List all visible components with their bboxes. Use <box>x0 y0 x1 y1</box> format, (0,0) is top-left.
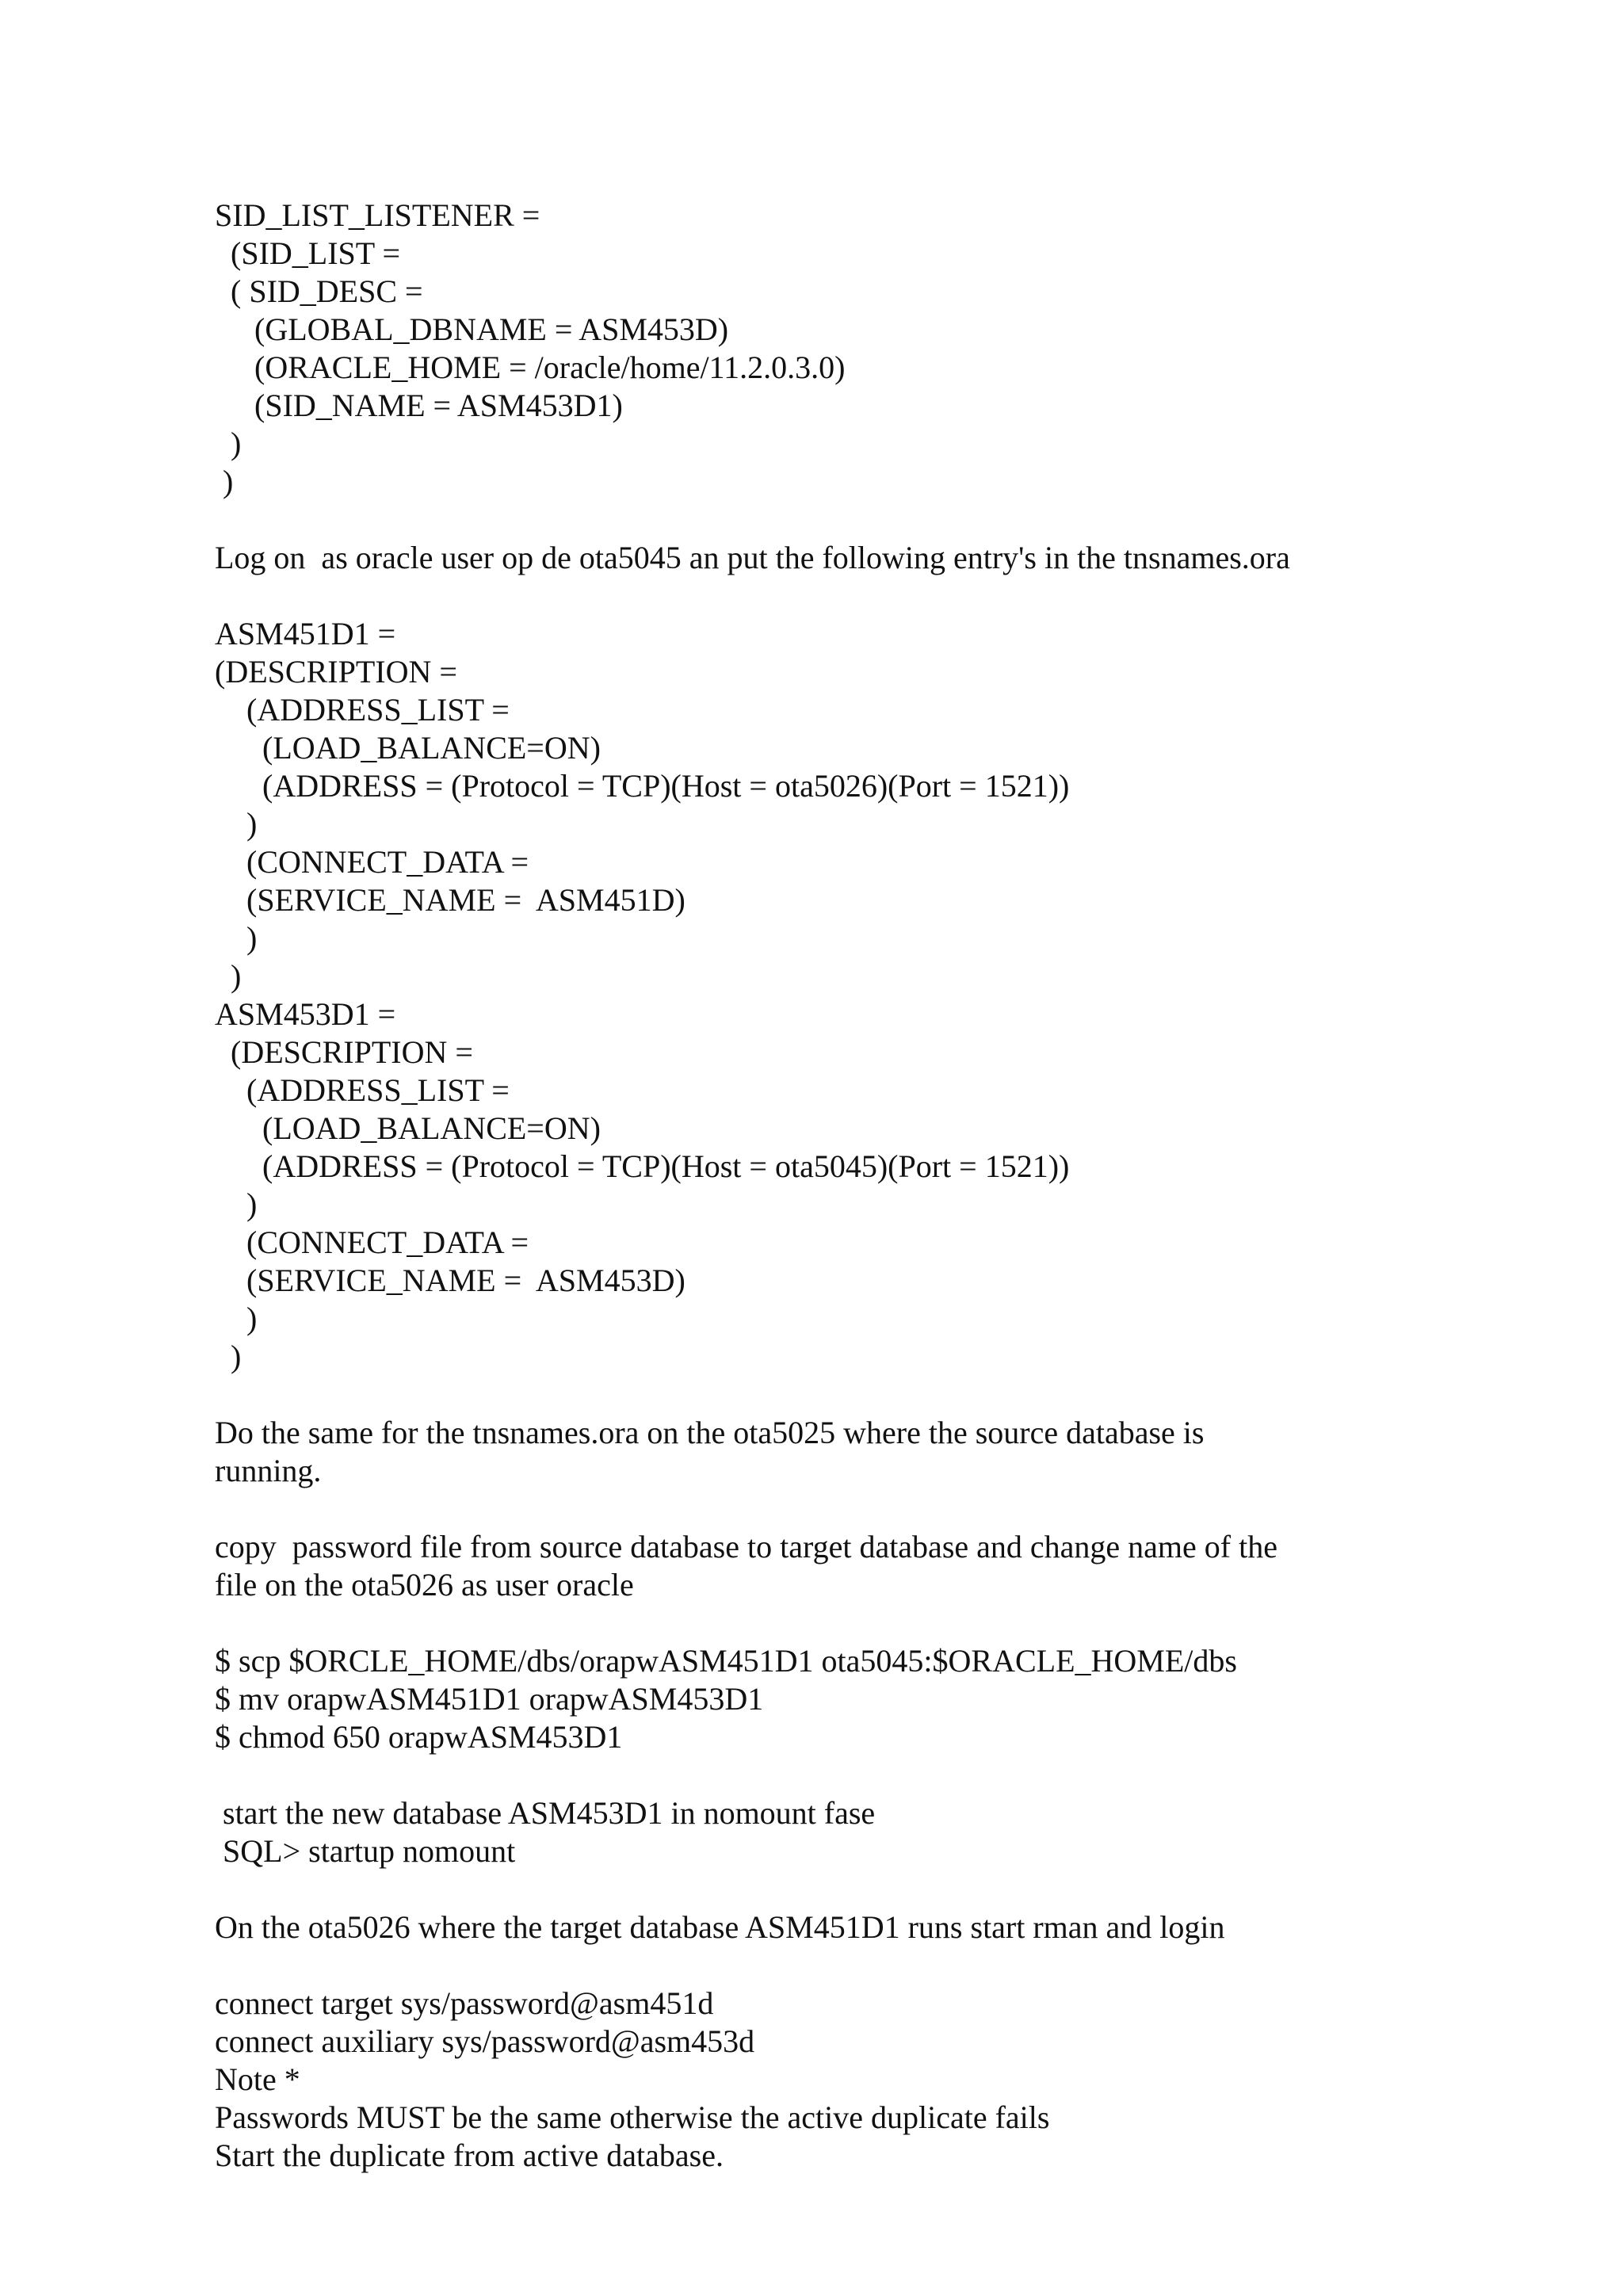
document-line: (ADDRESS_LIST = <box>215 692 510 728</box>
blank-line <box>215 1870 1499 1908</box>
document-line: ) <box>215 1186 258 1222</box>
document-line: ASM451D1 = <box>215 616 396 651</box>
document-line: On the ota5026 where the target database ASM451D1 runs start rman and login <box>215 1909 1225 1945</box>
document-line: $ scp $ORCLE_HOME/dbs/orapwASM451D1 ota5045:$ORACLE_HOME/dbs <box>215 1643 1237 1679</box>
document-line: copy password file from source database to target database and change name of the <box>215 1529 1277 1564</box>
document-line: (ADDRESS = (Protocol = TCP)(Host = ota5026)(Port = 1521)) <box>215 768 1070 804</box>
document-line: Do the same for the tnsnames.ora on the ota5025 where the source database is <box>215 1415 1205 1450</box>
document-line: ) <box>215 464 234 499</box>
document-line: Log on as oracle user op de ota5045 an put the following entry's in the tnsnames.ora <box>215 540 1290 575</box>
document-line: file on the ota5026 as user oracle <box>215 1567 634 1603</box>
blank-line <box>215 577 1499 615</box>
document-line: Passwords MUST be the same otherwise the active duplicate fails <box>215 2099 1050 2135</box>
document-line: Start the duplicate from active database. <box>215 2137 724 2173</box>
document-line: (LOAD_BALANCE=ON) <box>215 730 601 766</box>
document-line: (LOAD_BALANCE=ON) <box>215 1110 601 1146</box>
document-line: ( SID_DESC = <box>215 273 423 309</box>
blank-line <box>215 1604 1499 1642</box>
document-line: (ADDRESS = (Protocol = TCP)(Host = ota5045)(Port = 1521)) <box>215 1148 1070 1184</box>
document-line: $ chmod 650 orapwASM453D1 <box>215 1719 623 1755</box>
document-line: running. <box>215 1453 322 1488</box>
document-line: ) <box>215 958 242 994</box>
blank-line <box>215 1756 1499 1794</box>
document-line: connect target sys/password@asm451d <box>215 1985 714 2021</box>
document-line: (SID_NAME = ASM453D1) <box>215 388 623 423</box>
document-body <box>215 197 1499 2175</box>
document-line: ) <box>215 1301 258 1336</box>
document-line: SQL> startup nomount <box>215 1833 516 1869</box>
document-line: (SID_LIST = <box>215 235 401 271</box>
document-line: ASM453D1 = <box>215 996 396 1032</box>
document-line: (CONNECT_DATA = <box>215 1224 529 1260</box>
blank-line <box>215 501 1499 539</box>
document-line: connect auxiliary sys/password@asm453d <box>215 2023 755 2059</box>
document-line: SID_LIST_LISTENER = <box>215 197 540 233</box>
document-line: start the new database ASM453D1 in nomount fase <box>215 1795 876 1831</box>
document-line: ) <box>215 806 258 842</box>
document-line: (GLOBAL_DBNAME = ASM453D) <box>215 311 729 347</box>
document-line: $ mv orapwASM451D1 orapwASM453D1 <box>215 1681 764 1717</box>
document-line: Note * <box>215 2061 300 2097</box>
blank-line <box>215 1490 1499 1528</box>
blank-line <box>215 1376 1499 1414</box>
document-line: (CONNECT_DATA = <box>215 844 529 880</box>
document-line: ) <box>215 920 258 956</box>
blank-line <box>215 1946 1499 1985</box>
document-line: ) <box>215 426 242 461</box>
document-line: ) <box>215 1339 242 1374</box>
document-line: (DESCRIPTION = <box>215 1034 473 1070</box>
document-line: (ADDRESS_LIST = <box>215 1072 510 1108</box>
document-line: (SERVICE_NAME = ASM451D) <box>215 882 685 918</box>
document-line: (SERVICE_NAME = ASM453D) <box>215 1263 685 1298</box>
document-line: (DESCRIPTION = <box>215 654 457 690</box>
document-line: (ORACLE_HOME = /oracle/home/11.2.0.3.0) <box>215 350 846 385</box>
